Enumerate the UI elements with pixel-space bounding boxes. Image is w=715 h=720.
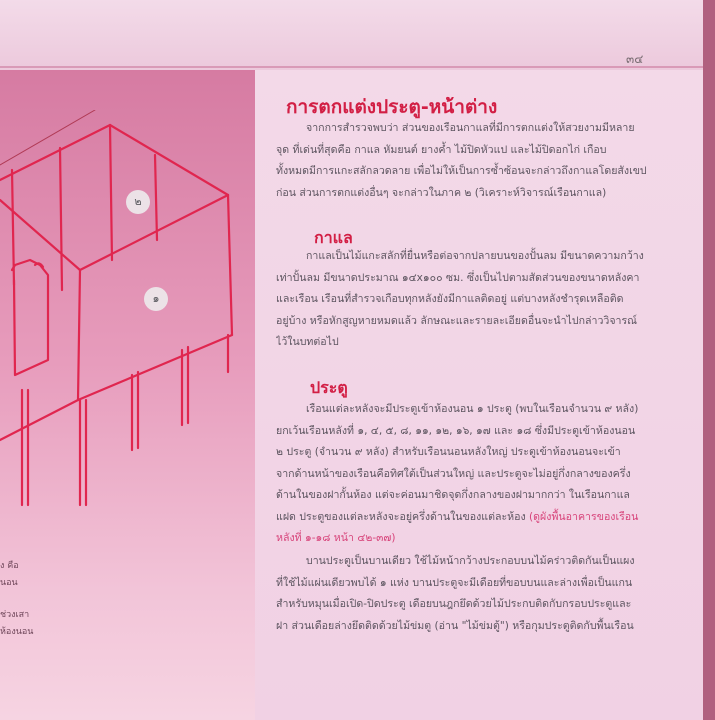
text-fragment: แฝด ประตูของแต่ละหลังจะอยู่ครึ่งด้านในของแต่ละห้อง [276, 510, 526, 523]
text-line: สำหรับหมุนเมื่อเปิด-ปิดประตู เดือยบนฎกยึดด้วยไม้ประกบติดกับกรอบประตูและ [276, 598, 632, 610]
figure-caption-fragment: ง คือ [0, 561, 19, 571]
header-rule [0, 66, 715, 68]
text-line: ด้านในของฝากั้นห้อง แต่จะค่อนมาชิดจุดกึ่งกลางของฝามากกว่า ในเรือนกาแล [276, 489, 630, 501]
text-line: อยู่บ้าง หรือหักสูญหายหมดแล้ว ลักษณะและรายละเอียดอื่นจะนำไปกล่าววิจารณ์ [276, 314, 638, 327]
figure-caption-fragment: นอน [0, 578, 18, 588]
figure-marker-1: ๑ [144, 287, 168, 311]
house-frame-drawing [0, 110, 255, 520]
text-line: ก่อน ส่วนการตกแต่งอื่นๆ จะกล่าวในภาค ๒ (วิเคราะห์วิจารณ์เรือนกาแล) [276, 186, 607, 199]
text-line: จากการสำรวจพบว่า ส่วนของเรือนกาแลที่มีการตกแต่งให้สวยงามมีหลาย [306, 122, 635, 134]
text-line: ทั้งหมดมีการแกะสลักลวดลาย เพื่อไม่ให้เป็นการซ้ำซ้อนจะกล่าวถึงกาแลโดยสังเขป [276, 165, 647, 177]
door-leaf-paragraph [276, 551, 648, 637]
section-heading: การตกแต่งประตู-หน้าต่าง [286, 96, 498, 118]
text-line: กาแลเป็นไม้แกะสลักที่ยื่นหรือต่อจากปลายบนของปั้นลม มีขนาดความกว้าง [306, 250, 644, 262]
text-line: จุด ที่เด่นที่สุดคือ กาแล หัมยนต์ ยางค้ำ ไม้ปิดหัวแป และไม้ปิดอกไก่ เกือบ [276, 143, 607, 156]
page-edge [703, 0, 715, 720]
cross-reference: (ดูผังพื้นอาคารของเรือน [529, 510, 639, 523]
page-number: ๓๔ [626, 52, 644, 66]
text-line: และเรือน เรือนที่สำรวจเกือบทุกหลังยังมีกาแลติดอยู่ แต่บางหลังชำรุดเหลือติด [276, 293, 624, 305]
text-line: ยกเว้นเรือนหลังที่ ๑, ๔, ๕, ๘, ๑๑, ๑๒, ๑๖, ๑๗ และ ๑๘ ซึ่งมีประตูเข้าห้องนอน [276, 424, 636, 437]
subheading-door: ประตู [310, 378, 348, 397]
text-line: บานประตูเป็นบานเดียว ใช้ไม้หน้ากว้างประกอบบนไม้คร่าวติดกันเป็นแผง [306, 555, 635, 567]
figure-caption-fragment: ช่วงเสา [0, 610, 30, 620]
text-line: จากด้านหน้าของเรือนคือทิศใต้เป็นส่วนใหญ่ และประตูจะไม่อยู่กึ่งกลางของครึ่ง [276, 467, 631, 480]
cross-reference: หลังที่ ๑-๑๘ หน้า ๔๒-๓๗) [276, 532, 396, 544]
text-line: ฝา ส่วนเดือยล่างยึดติดด้วยไม้ข่มตู (อ่าน "ไม้ข่มตู้") หรือกุมประตูติดกับพื้นเรือน [276, 619, 634, 632]
subheading-kalae: กาแล [314, 228, 353, 247]
text-line: เท่าปั้นลม มีขนาดประมาณ ๑๔x๑๐๐ ซม. ซึ่งเป็นไปตามสัดส่วนของขนาดหลังคา [276, 271, 640, 284]
text-line: ที่ใช้ไม้แผ่นเดียวพบได้ ๑ แห่ง บานประตูจะมีเดือยที่ขอบบนและล่างเพื่อเป็นแกน [276, 576, 633, 589]
page-top-band [0, 0, 715, 70]
figure-marker-2: ๒ [126, 190, 150, 214]
door-paragraph [276, 399, 648, 550]
text-line: เรือนแต่ละหลังจะมีประตูเข้าห้องนอน ๑ ประตู (พบในเรือนจำนวน ๙ หลัง) [306, 403, 639, 415]
text-line: ๒ ประตู (จำนวน ๙ หลัง) สำหรับเรือนนอนหลังใหญ่ ประตูเข้าห้องนอนจะเข้า [276, 446, 621, 458]
figure-caption-fragment: ห้องนอน [0, 627, 34, 637]
text-line [276, 507, 648, 529]
kalae-paragraph [276, 246, 648, 354]
text-line: ไว้ในบทต่อไป [276, 336, 339, 348]
intro-paragraph [276, 118, 648, 204]
